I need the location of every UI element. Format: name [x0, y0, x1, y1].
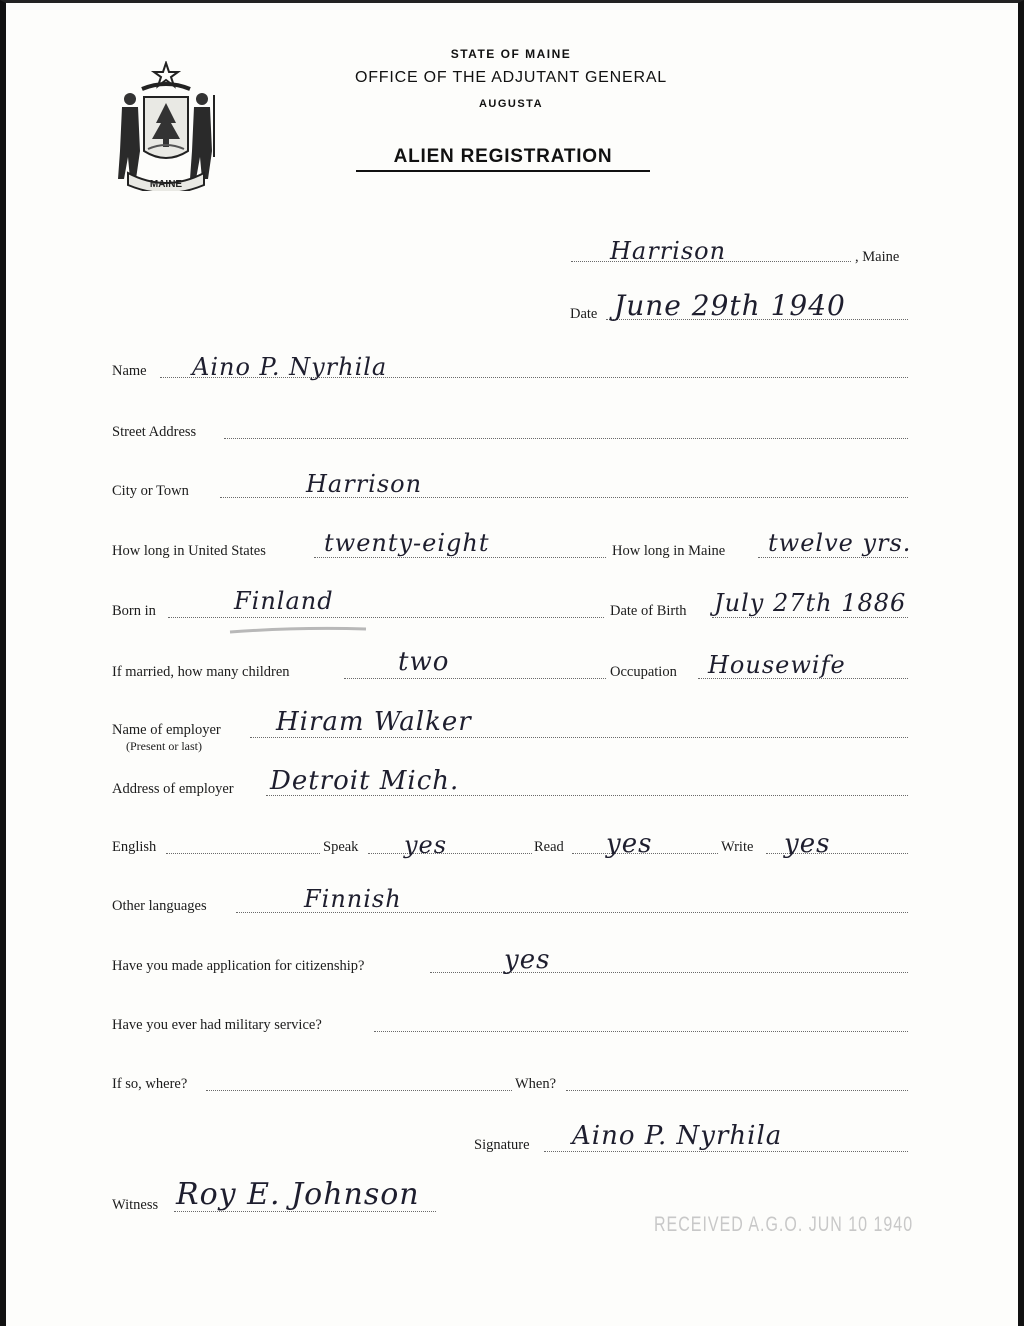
- date-birth-line: [712, 617, 908, 618]
- long-us-value: twenty-eight: [324, 529, 490, 557]
- read-value: yes: [606, 829, 653, 859]
- long-us-label: How long in United States: [112, 543, 266, 559]
- city-value: Harrison: [306, 470, 423, 498]
- street-line: [224, 438, 908, 439]
- citizenship-label: Have you made application for citizenship?: [112, 958, 365, 974]
- pencil-mark: [228, 625, 368, 635]
- header-city: AUGUSTA: [478, 98, 544, 110]
- english-line: [166, 853, 320, 854]
- received-stamp: RECEIVED A.G.O. JUN 10 1940: [654, 1214, 914, 1237]
- date-value: June 29th 1940: [614, 289, 846, 322]
- maine-label: , Maine: [855, 249, 900, 265]
- citizenship-line: [430, 972, 908, 973]
- witness-value: Roy E. Johnson: [176, 1177, 420, 1212]
- employer-sub-label: (Present or last): [126, 739, 202, 753]
- english-label: English: [112, 839, 157, 855]
- employer-address-value: Detroit Mich.: [270, 766, 460, 796]
- born-in-label: Born in: [112, 603, 156, 619]
- long-maine-label: How long in Maine: [612, 543, 726, 559]
- maine-state-seal-icon: [110, 61, 222, 191]
- signature-label: Signature: [474, 1137, 530, 1153]
- when-line: [566, 1090, 908, 1091]
- speak-value: yes: [404, 831, 448, 859]
- write-label: Write: [721, 839, 754, 855]
- employer-label: Name of employer: [112, 722, 221, 738]
- long-us-line: [314, 557, 606, 558]
- name-label: Name: [112, 363, 147, 379]
- date-birth-label: Date of Birth: [610, 603, 687, 619]
- speak-label: Speak: [323, 839, 359, 855]
- form-title: ALIEN REGISTRATION: [356, 146, 650, 172]
- other-lang-value: Finnish: [304, 885, 402, 913]
- employer-address-label: Address of employer: [112, 781, 234, 797]
- town-value: Harrison: [610, 237, 727, 265]
- born-in-line: [168, 617, 604, 618]
- where-label: If so, where?: [112, 1076, 188, 1092]
- when-label: When?: [515, 1076, 557, 1092]
- citizenship-value: yes: [504, 945, 551, 975]
- city-label: City or Town: [112, 483, 189, 499]
- military-line: [374, 1031, 908, 1032]
- witness-label: Witness: [112, 1197, 159, 1213]
- speak-line: [368, 853, 532, 854]
- date-birth-value: July 27th 1886: [714, 589, 907, 617]
- read-label: Read: [534, 839, 564, 855]
- born-in-value: Finland: [234, 587, 334, 615]
- where-line: [206, 1090, 512, 1091]
- children-line: [344, 678, 606, 679]
- signature-line: [544, 1151, 908, 1152]
- long-maine-value: twelve yrs.: [768, 529, 912, 557]
- signature-value: Aino P. Nyrhila: [572, 1121, 783, 1151]
- date-label: Date: [570, 306, 598, 322]
- military-label: Have you ever had military service?: [112, 1017, 322, 1033]
- street-label: Street Address: [112, 424, 197, 440]
- header-office: OFFICE OF THE ADJUTANT GENERAL: [354, 69, 668, 86]
- other-lang-label: Other languages: [112, 898, 207, 914]
- occupation-label: Occupation: [610, 664, 677, 680]
- employer-line: [250, 737, 908, 738]
- employer-value: Hiram Walker: [276, 707, 472, 737]
- name-value: Aino P. Nyrhila: [192, 353, 388, 381]
- write-value: yes: [784, 829, 831, 859]
- children-label: If married, how many children: [112, 664, 290, 680]
- children-value: two: [398, 647, 450, 677]
- occupation-value: Housewife: [708, 651, 846, 679]
- long-maine-line: [758, 557, 908, 558]
- header-state: STATE OF MAINE: [450, 47, 572, 61]
- seal-text: MAINE: [149, 179, 183, 190]
